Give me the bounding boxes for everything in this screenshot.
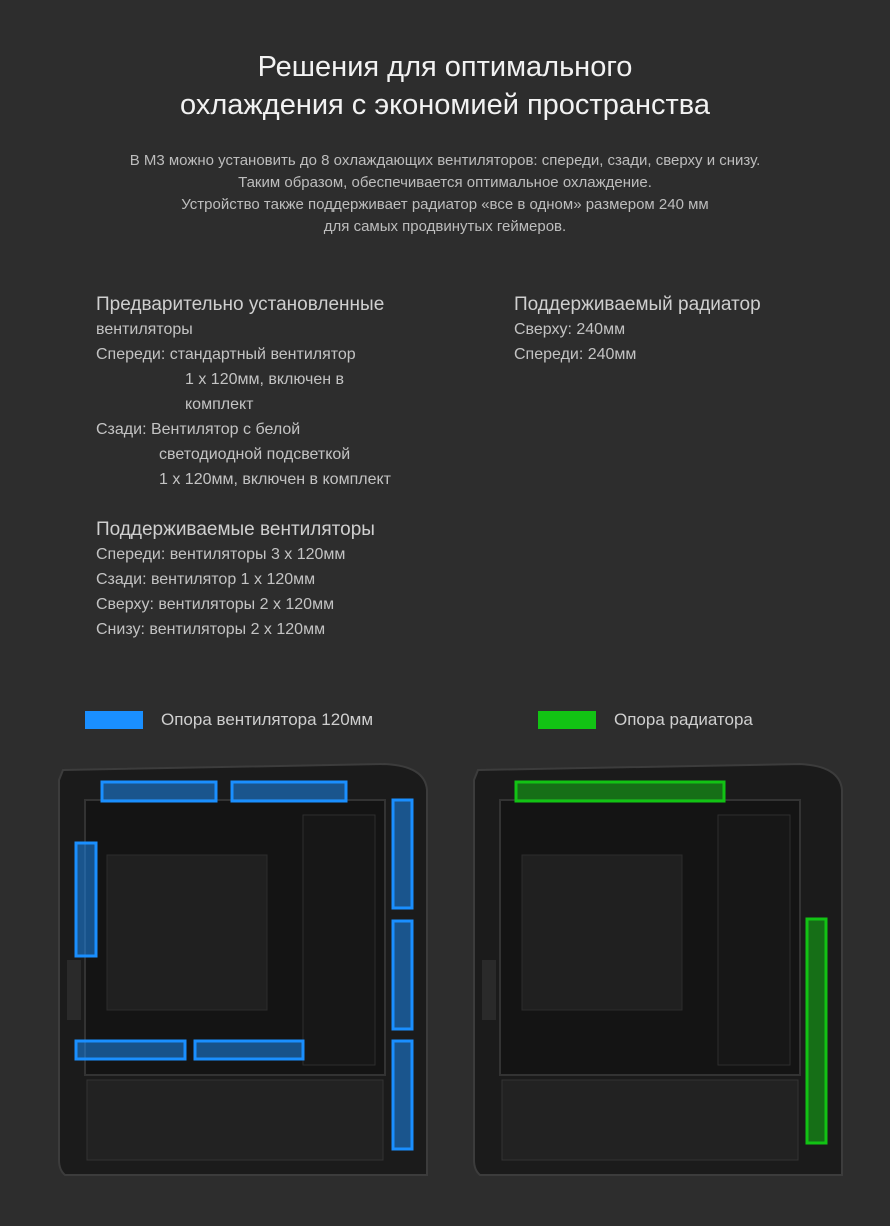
fan-mount-rear (76, 843, 96, 956)
supported-radiator-item: Сверху: 240мм (514, 321, 626, 338)
case-fan-diagram (45, 760, 435, 1180)
supported-fans-heading: Поддерживаемые вентиляторы (96, 519, 375, 540)
intro-line: Устройство также поддерживает радиатор «все в одном» размером 240 мм (181, 196, 709, 213)
supported-fan-item: Спереди: вентиляторы 3 x 120мм (96, 546, 346, 563)
intro-line: Таким образом, обеспечивается оптимальное охлаждение. (238, 174, 652, 191)
title-line-1: Решения для оптимального (257, 51, 633, 83)
motherboard-cutout (522, 855, 682, 1010)
intro-line: для самых продвинутых геймеров. (323, 218, 567, 235)
preinstalled-rear-cont: светодиодной подсветкой (159, 446, 351, 463)
supported-fans-block (96, 517, 375, 642)
radiator-mount-top (516, 782, 724, 801)
legend-radiator (538, 710, 753, 730)
case-radiator-diagram (460, 760, 850, 1180)
preinstalled-fans-block (96, 292, 391, 492)
fan-mount-bottom (76, 1041, 185, 1059)
legend-fan-swatch (85, 711, 143, 729)
intro-line: В M3 можно установить до 8 охлаждающих вентиляторов: спереди, сзади, сверху и снизу. (129, 152, 761, 169)
intro-paragraph (0, 150, 890, 238)
preinstalled-rear-cont: 1 x 120мм, включен в комплект (159, 471, 391, 488)
motherboard-cutout (107, 855, 267, 1010)
fan-mount-top (232, 782, 346, 801)
supported-fan-item: Сзади: вентилятор 1 x 120мм (96, 571, 316, 588)
fan-mount-top (102, 782, 216, 801)
preinstalled-heading-cont: вентиляторы (96, 321, 193, 338)
preinstalled-rear: Сзади: Вентилятор с белой (96, 421, 301, 438)
preinstalled-front-cont: комплект (185, 396, 254, 413)
fan-mount-front (393, 921, 412, 1029)
fan-mount-front (393, 800, 412, 908)
radiator-mount-front (807, 919, 826, 1143)
title-line-2: охлаждения с экономией пространства (180, 89, 710, 121)
legend-fan-label: Опора вентилятора 120мм (161, 710, 374, 729)
legend-radiator-label: Опора радиатора (614, 710, 753, 729)
psu-shroud (502, 1080, 798, 1160)
fan-mount-front (393, 1041, 412, 1149)
drive-cage (718, 815, 790, 1065)
supported-radiator-heading: Поддерживаемый радиатор (514, 294, 761, 315)
io-panel (67, 960, 81, 1020)
legend-fan (85, 710, 373, 730)
preinstalled-front-cont: 1 x 120мм, включен в (185, 371, 345, 388)
supported-fan-item: Снизу: вентиляторы 2 x 120мм (96, 621, 326, 638)
fan-mount-bottom (195, 1041, 303, 1059)
preinstalled-front: Спереди: стандартный вентилятор (96, 346, 356, 363)
io-panel (482, 960, 496, 1020)
legend-radiator-swatch (538, 711, 596, 729)
supported-fan-item: Сверху: вентиляторы 2 x 120мм (96, 596, 335, 613)
psu-shroud (87, 1080, 383, 1160)
drive-cage (303, 815, 375, 1065)
supported-radiator-item: Спереди: 240мм (514, 346, 637, 363)
supported-radiator-block (514, 292, 761, 367)
preinstalled-heading: Предварительно установленные (96, 294, 385, 315)
page-title (0, 48, 890, 124)
